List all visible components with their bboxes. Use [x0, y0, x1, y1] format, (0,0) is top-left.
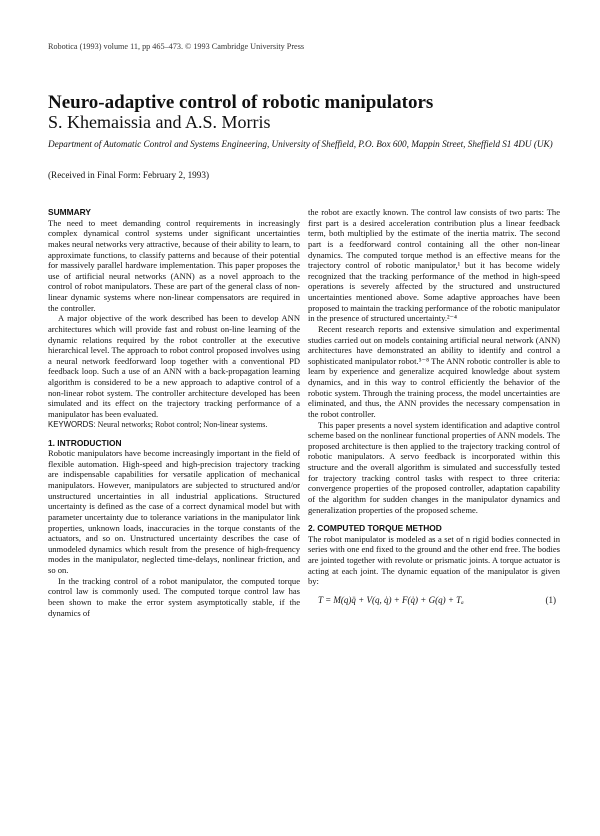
- right-column: [308, 207, 560, 606]
- journal-header: Robotica (1993) volume 11, pp 465–473. © 1993 Cambridge University Press: [48, 42, 305, 51]
- author-affiliation: Department of Automatic Control and Systems Engineering, University of Sheffield, P.O. Box 600, Mappin Street, Sheffield S1 4DU (UK): [48, 139, 553, 149]
- paper-authors: S. Khemaissia and A.S. Morris: [48, 112, 271, 132]
- keywords-label: KEYWORDS:: [48, 419, 96, 429]
- equation-1-number: (1): [545, 594, 556, 605]
- paper-title: Neuro-adaptive control of robotic manipulators: [48, 92, 434, 113]
- introduction-paragraph-1: Robotic manipulators have become increasingly important in the field of flexible automation. High-speed and high-precision trajectory tracking are indispensable capabilities for versatile application of mechanical manipulators. However, manipulators are subjected to structured and/or unstructured uncertainties in all industrial applications. Structured uncertainty is defined as the case of a correct dynamical model but with parameter uncertainty due to tolerance variations in the manipulator link properties, unknown loads, inaccuracies in the torque constants of the actuators, and so on. Unstructured uncertainty describes the case of unmodeled dynamics which result from the presence of high-frequency modes in the manipulator, neglected time-delays, nonlinear friction, and so on.: [48, 448, 300, 575]
- summary-paragraph-1: The need to meet demanding control requirements in increasingly complex dynamical control systems under significant uncertainties makes neural networks very attractive, because of their ability to learn, to approximate functions, to classify patterns and because of their potential for massively parallel hardware implementation. This paper proposes the use of artificial neural networks (ANN) as a novel approach to the control of robot manipulators. These are part of the general class of non-linear dynamic systems where non-linear compensators are required in the controller.: [48, 217, 300, 313]
- introduction-heading: 1. INTRODUCTION: [48, 437, 122, 448]
- introduction-paragraph-4: This paper presents a novel system identification and adaptive control scheme based on the nonlinear functional properties of ANN models. The proposed architecture is then applied to the trajectory tracking control of robotic manipulators. A servo feedback is incorporated within this structure and the overall algorithm is simulated and successfully tested for trajectory tracking control tasks with respect to three criteria: convergence properties of the proposed controller, adaptation capability of the algorithm for sudden changes in the manipulator dynamics and generalization properties of the proposed scheme.: [308, 419, 560, 515]
- keywords-text: Neural networks; Robot control; Non-linear systems.: [95, 419, 268, 429]
- summary-paragraph-2: A major objective of the work described has been to develop ANN architectures which will provide fast and robust on-line learning of the dynamic relations required by the robot controller at the executive hierarchical level. The approach to robot control proposed involves using a neural network feedforward loop together with a conventional PD feedback loop. Such a use of an ANN with a back-propagation learning algorithm is considered to be a new approach to adaptive control of a non-linear robot system. The controller architecture developed has been simulated and its effect on the trajectory tracking performance of a manipulator has been evaluated.: [48, 313, 300, 419]
- keywords: [48, 420, 300, 430]
- equation-1: [308, 595, 560, 606]
- received-date: (Received in Final Form: February 2, 1993): [48, 170, 210, 180]
- section-2-heading: 2. COMPUTED TORQUE METHOD: [308, 523, 442, 534]
- introduction-paragraph-3: Recent research reports and extensive simulation and experimental studies carried out on models containing artificial neural network (ANN) architectures have demonstrated an ability to identify and control a sophisticated manipulator robot.⁵⁻⁸ The ANN robotic controller is able to learn by experience and generalize acquired knowledge about system dynamics, and in this way to control efficiently the behavior of the robotic system. Through the training process, the model uncertainties are eliminated, and thus, the ANN provides the necessary compensation in the robot controller.: [308, 323, 560, 419]
- summary-heading: SUMMARY: [48, 207, 91, 217]
- introduction-continuation: the robot are exactly known. The control law consists of two parts: The first part is a desired acceleration contribution plus a linear feedback term, both multiplied by the estimate of the inertia matrix. The second part is a feedforward control containing all the other non-linear dynamics. The computed torque method is an effective means for the trajectory control of robotic manipulator,¹ but it has become widely recognized that the tracking performance of the method in high-speed operations is severely affected by the structured and unstructured uncertainties mentioned above. Some adaptive approaches have been proposed to maintain the tracking performance of the robotic manipulator in the presence of structured uncertainty.²⁻⁴: [308, 207, 560, 324]
- left-column: [48, 207, 300, 618]
- equation-1-body: T = M(q)q̈ + V(q, q̇) + F(q̇) + G(q) + Tₐ: [318, 594, 464, 605]
- section-2-paragraph-1: The robot manipulator is modeled as a set of n rigid bodies connected in series with one end fixed to the ground and the other end free. The bodies are jointed together with revolute or prismatic joints. A torque actuator is acting at each joint. The dynamic equation of the manipulator is given by:: [308, 533, 560, 587]
- introduction-paragraph-2: In the tracking control of a robot manipulator, the computed torque control law is commonly used. The computed torque control law has been shown to make the error system asymptotically stable, if the dynamics of: [48, 575, 300, 618]
